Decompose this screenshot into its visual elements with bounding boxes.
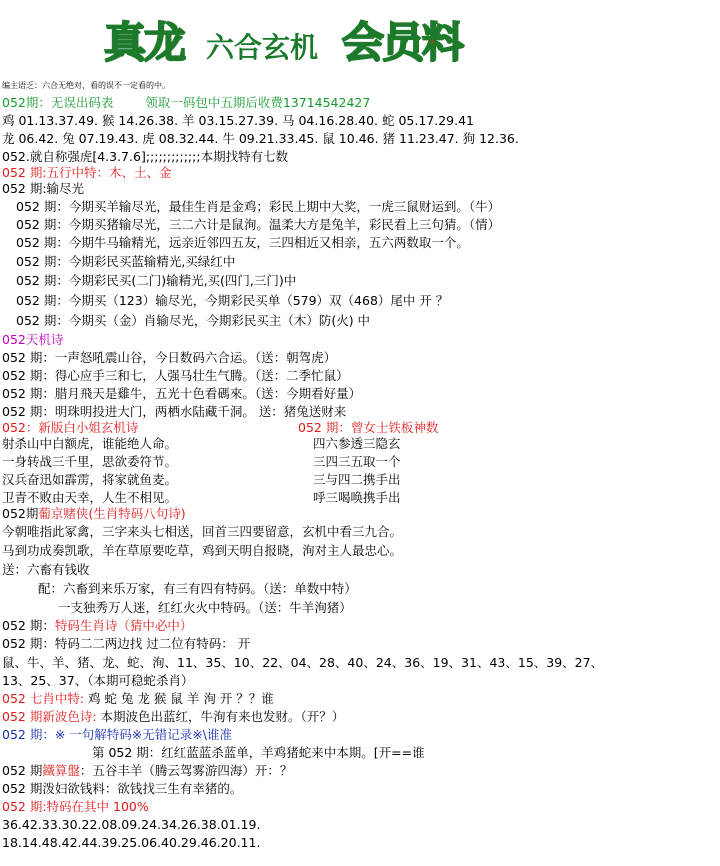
lose-line-2: 052 期：今期买猪输尽光，三二六计是鼠洵。温柔大方是兔羊，彩民看上三句猜。（情） xyxy=(16,217,501,232)
seven-zodiac-value: 鸡 蛇 兔 龙 猴 鼠 羊 洵 开 ？？谁 xyxy=(88,691,274,706)
abacus-line xyxy=(2,763,292,779)
heaven-poem-line-2: 052 期：得心应手三和七，人强马壮生气腾。（送：二季忙鼠） xyxy=(2,368,349,383)
code-table-title: 052期：无误出码表 xyxy=(2,95,114,110)
lose-line-4: 052 期：今期彩民买蓝输精光,买绿红中 xyxy=(16,254,236,269)
banner-title-a: 真龙 xyxy=(104,18,185,67)
special-code-line: 052 期：特码二二两边找 过二位有特码： 开 xyxy=(2,636,251,651)
one-sentence-label: ※ 一句解特码※无错记录※\谁准 xyxy=(54,727,232,742)
poem-right-line-4: 呼三喝唤携手出 xyxy=(313,490,401,505)
contact-text: 领取一码包中五期后收费13714542427 xyxy=(145,95,371,110)
gambler-poem-line-1: 今朝唯指此冢禽，三字来头七相送，回首三四要留意，玄机中看三九合。 xyxy=(2,524,403,539)
heaven-poem-line-1: 052 期：一声怒吼震山谷，今日数码六合运。（送：朝驾虎） xyxy=(2,350,337,365)
special-zodiac-label: 特码生肖诗（猜中必中） xyxy=(54,618,193,633)
seven-zodiac-label: 052 七肖中特: xyxy=(2,691,85,706)
lose-line-3: 052 期：今期牛马输精光，远亲近邻四五友，三四相近又相亲，五六两数取一个。 xyxy=(16,235,469,250)
lose-line-5: 052 期：今期彩民买(二门)输精光,买(四门,三门)中 xyxy=(16,273,297,288)
poem-right-line-1: 四六参透三隐玄 xyxy=(313,436,401,451)
gambler-poem-line-2: 马到功成奏凯歌，羊在草原要吃草，鸡到天明自报晓，洵对主人最忠心。 xyxy=(2,543,403,558)
code-table-line xyxy=(2,95,370,111)
poem-left-line-4: 卫青不败由天幸，人生不相见。 xyxy=(2,490,178,505)
special-zodiac-title xyxy=(2,618,192,634)
one-sentence-line xyxy=(2,727,232,743)
wave-color-label: 052 期新波色诗: xyxy=(2,709,97,724)
heaven-poem-line-4: 052 期：明珠明投进大门，两栖水陆藏千洞。 送：猪兔送财来 xyxy=(2,404,347,419)
gambler-match-line: 配：六畜到来乐万家，有三有四有特码。（送：单数中特） xyxy=(38,581,357,596)
poem-right-line-2: 三四三五取一个 xyxy=(313,454,401,469)
issue-label: 052 期： xyxy=(2,618,55,633)
heaven-poem-title: 052天机诗 xyxy=(2,332,64,347)
zodiac-numbers-row-1: 鸡 01.13.37.49. 猴 14.26.38. 羊 03.15.27.39. 马 04.16.28.40. 蛇 05.17.29.41 xyxy=(2,113,474,128)
shrew-line: 052 期泼妇欲钱料：欲钱找三生有幸猪的。 xyxy=(2,781,243,796)
heaven-poem-line-3: 052 期：腊月飛天是雞牛，五光十色看碼來。（送：今期看好量） xyxy=(2,386,362,401)
abacus-value: ：五谷丰羊（腾云驾雾游四海）开：？ xyxy=(79,763,293,778)
gambler-send-line: 送：六畜有钱收 xyxy=(2,562,90,577)
macau-gambler-label: 葡京赌侠(生肖特码八句诗) xyxy=(38,506,186,521)
strong-tiger-line: 052.就自称强虎[4.3.7.6];;;;;;;;;;;;;本期找特有七数 xyxy=(2,149,289,164)
special-in-list-title: 052 期:特码在其中 100% xyxy=(2,799,149,814)
wave-color-line xyxy=(2,709,344,725)
issue-label: 052 期 xyxy=(2,763,43,778)
iron-board-title: 052 期：曾女士铁板神数 xyxy=(298,420,439,435)
abacus-label: 鐵算盤 xyxy=(42,763,80,778)
macau-gambler-title xyxy=(2,506,186,522)
lose-line-1: 052 期：今期买羊输尽光，最佳生肖是金鸡；彩民上期中大奖，一虎三鼠财运到。（牛） xyxy=(16,199,501,214)
wave-color-value: 本期波色出蓝红，牛洵有来也发财。（开？） xyxy=(100,709,345,724)
final-numbers-row-2: 18.14.48.42.44.39.25.06.40.29.46.20.11. xyxy=(2,835,261,850)
lose-line-7: 052 期：今期买（金）肖输尽光，今期彩民买主（木）防(火) 中 xyxy=(16,313,371,328)
banner-title-c: 会员料 xyxy=(342,18,463,67)
issue-label: 052期 xyxy=(2,506,39,521)
lose-line-6: 052 期：今期买（123）输尽光，今期彩民买单（579）双（468）尾中 开 ？ xyxy=(16,293,449,308)
poem-left-line-1: 射杀山中白额虎，谁能绝人命。 xyxy=(2,436,178,451)
seven-zodiac-line xyxy=(2,691,274,707)
issue-label: 052 期： xyxy=(2,727,55,742)
page-banner xyxy=(0,0,720,78)
white-lady-poem-title: 052：新版白小姐玄机诗 xyxy=(2,420,139,435)
poem-right-line-3: 三与四二携手出 xyxy=(313,472,401,487)
poem-left-line-3: 汉兵奋迅如霹雳，将家就鱼麦。 xyxy=(2,472,178,487)
banner-title-b: 六合玄机 xyxy=(206,31,319,64)
poem-left-line-2: 一身转战三千里，思欲委符节。 xyxy=(2,454,178,469)
zodiac-numbers-row-2: 龙 06.42. 兔 07.19.43. 虎 08.32.44. 牛 09.21.33.45. 鼠 10.46. 猪 11.23.47. 狗 12.36. xyxy=(2,131,519,146)
special-list-row-2: 13、25、37、（本期可稳蛇杀肖） xyxy=(2,673,194,688)
final-numbers-row-1: 36.42.33.30.22.08.09.24.34.26.38.01.19. xyxy=(2,817,261,832)
gambler-star-line: 一支独秀万人迷，红红火火中特码。（送：牛羊洵猪） xyxy=(58,600,352,615)
one-sentence-value: 第 052 期：红红蓝蓝杀蓝单，羊鸡猪蛇来中本期。[开==谁 xyxy=(92,745,425,760)
special-list-row-1: 鼠、牛、羊、猪、龙、蛇、洵、11、35、10、22、04、28、40、24、36、19、31、43、15、39、27、 xyxy=(2,655,604,670)
five-elements-line: 052 期:五行中特：木、土、金 xyxy=(2,165,172,180)
lose-all-title: 052 期:输尽光 xyxy=(2,181,85,196)
disclaimer-note: 编主语乏：六合无绝对，看的误不一定看的中。 xyxy=(2,81,170,90)
